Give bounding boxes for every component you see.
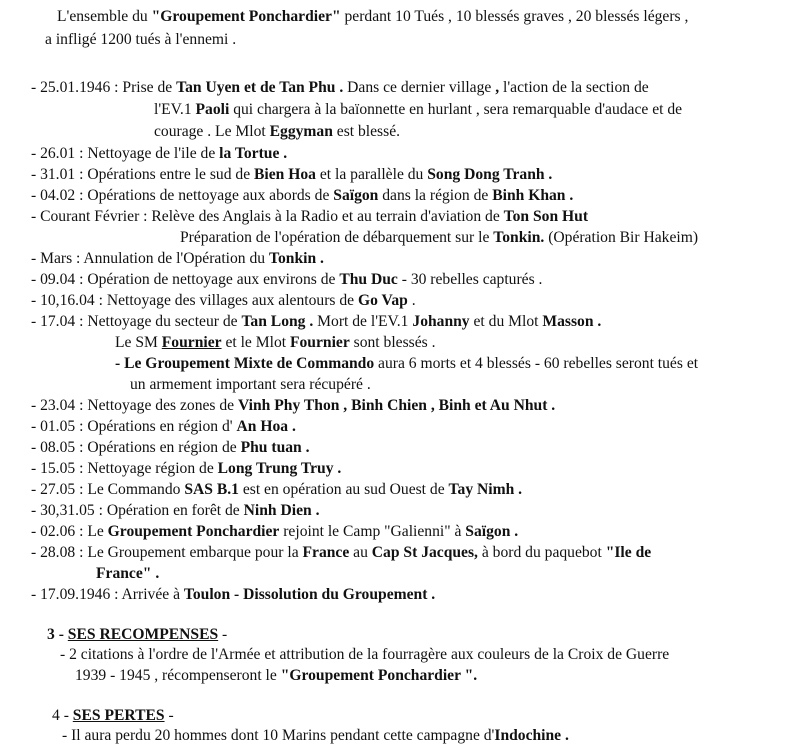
- unit-name: - Le Groupement Mixte de Commando: [115, 355, 375, 372]
- place-name: Tonkin .: [269, 250, 324, 267]
- chrono-entry-10-16-04: [31, 291, 416, 311]
- place-name: la Tortue .: [219, 145, 288, 162]
- chrono-entry-02-06: [31, 522, 518, 542]
- entry-text: Dans ce dernier village: [343, 79, 496, 96]
- entry-text: Le Groupement embarque pour la: [87, 544, 303, 561]
- entry-text: Opérations entre le sud de: [87, 166, 255, 183]
- entry-text: l'action de la section de: [499, 79, 649, 96]
- section-title: SES RECOMPENSES: [67, 626, 219, 643]
- entry-text: aura 6 morts et 4 blessés - 60 rebelles seront tués et: [374, 355, 699, 372]
- person-name: Paoli: [195, 101, 230, 118]
- entry-text: et le Mlot: [221, 334, 290, 351]
- entry-text: à bord du paquebot: [477, 544, 606, 561]
- place-name: Saïgon: [333, 187, 379, 204]
- chrono-entry-25-01-1946: [31, 78, 649, 98]
- entry-text: (Opération Bir Hakeim): [544, 229, 699, 246]
- entry-text: ,: [495, 79, 500, 96]
- place-name: Phu tuan .: [240, 439, 310, 456]
- chrono-entry-continuation: [115, 333, 436, 353]
- place-name: Indochine .: [494, 727, 569, 744]
- place-name: Thu Duc: [339, 271, 398, 288]
- chrono-entry-continuation: [154, 122, 400, 142]
- entry-text: Relève des Anglais à la Radio et au terrain d'aviation de: [151, 208, 504, 225]
- chrono-entry-23-04: [31, 396, 555, 416]
- place-name: Toulon - Dissolution du Groupement .: [183, 586, 436, 603]
- entry-date: - 01.05 :: [31, 418, 88, 435]
- entry-text: Nettoyage des zones de: [87, 397, 238, 414]
- chrono-entry-continuation: [180, 228, 698, 248]
- entry-text: Le SM: [115, 334, 162, 351]
- entry-date: - 04.02 :: [31, 187, 88, 204]
- chrono-entry-01-05: [31, 417, 296, 437]
- entry-text: Opération de nettoyage aux environs de: [87, 271, 340, 288]
- place-name: Tan Uyen et de Tan Phu .: [176, 79, 344, 96]
- chrono-entry-17-09-1946: [31, 585, 435, 605]
- chrono-entry-31-01: [31, 165, 552, 185]
- entry-text: l'EV.1: [154, 101, 196, 118]
- entry-text: .: [407, 292, 416, 309]
- entry-text: Préparation de l'opération de débarquement sur le: [180, 229, 494, 246]
- section-number: 4 -: [52, 707, 73, 724]
- place-name: Ninh Dien .: [243, 502, 320, 519]
- entry-text: un armement important sera récupéré .: [130, 376, 371, 393]
- intro-text: a infligé 1200 tués à l'ennemi .: [45, 31, 237, 48]
- entry-text: Le: [87, 523, 108, 540]
- entry-date: - 08.05 :: [31, 439, 88, 456]
- chrono-entry-08-05: [31, 438, 310, 458]
- section-title: SES PERTES: [72, 707, 165, 724]
- chrono-entry-continuation: [96, 564, 159, 584]
- place-name: Long Trung Truy .: [217, 460, 342, 477]
- chrono-entry-mars: [31, 249, 324, 269]
- place-name: Go Vap: [357, 292, 408, 309]
- chrono-entry-courant-fevrier: [31, 207, 588, 227]
- place-name: Bien Hoa: [254, 166, 316, 183]
- place-name: Vinh Phy Thon , Binh Chien , Binh et Au Nhut .: [238, 397, 556, 414]
- entry-date: - 30,31.05 :: [31, 502, 107, 519]
- pertes-line-1: [62, 726, 569, 746]
- entry-date: - 09.04 :: [31, 271, 88, 288]
- chrono-entry-continuation: [130, 375, 371, 395]
- section-heading-pertes: [52, 706, 174, 726]
- entry-date: - 27.05 :: [31, 481, 88, 498]
- entry-date: - 25.01.1946 :: [31, 79, 123, 96]
- entry-date: - 28.08 :: [31, 544, 88, 561]
- entry-text: et la parallèle du: [315, 166, 428, 183]
- entry-date: - 02.06 :: [31, 523, 88, 540]
- entry-text: et du Mlot: [469, 313, 543, 330]
- entry-text: Prise de: [122, 79, 177, 96]
- entry-text: Annulation de l'Opération du: [83, 250, 269, 267]
- place-name: Song Dong Tranh .: [427, 166, 553, 183]
- entry-text: qui chargera à la baïonnette en hurlant , sera remarquable d'audace et de: [229, 101, 683, 118]
- groupement-name: "Groupement Ponchardier": [151, 8, 341, 25]
- chrono-entry-09-04: [31, 270, 542, 290]
- entry-text: rejoint le Camp "Galienni" à: [279, 523, 466, 540]
- chrono-entry-30-31-05: [31, 501, 319, 521]
- person-name: Eggyman: [269, 123, 333, 140]
- section-number: 3 -: [47, 626, 68, 643]
- groupement-name: "Groupement Ponchardier ".: [280, 667, 478, 684]
- entry-text: Opérations en région de: [87, 439, 241, 456]
- entry-text: au: [349, 544, 372, 561]
- entry-date: - 17.04 :: [31, 313, 88, 330]
- entry-date: - 10,16.04 :: [31, 292, 107, 309]
- place-name: Tonkin.: [493, 229, 545, 246]
- intro-line-1: [57, 7, 688, 27]
- person-name: Johanny: [412, 313, 470, 330]
- entry-date: - 15.05 :: [31, 460, 88, 477]
- entry-date: - 23.04 :: [31, 397, 88, 414]
- place-name: An Hoa .: [236, 418, 296, 435]
- entry-text: Nettoyage de l'ile de: [87, 145, 220, 162]
- place-name: Cap St Jacques,: [371, 544, 478, 561]
- place-name: Tan Long .: [241, 313, 314, 330]
- entry-text: Opérations en région d': [87, 418, 237, 435]
- chrono-entry-17-04: [31, 312, 601, 332]
- place-name: Tay Nimh .: [448, 481, 523, 498]
- place-name: France: [302, 544, 350, 561]
- entry-date: - Courant Février :: [31, 208, 152, 225]
- ship-name: "Ile de: [605, 544, 652, 561]
- chrono-entry-27-05: [31, 480, 522, 500]
- entry-text: Arrivée à: [121, 586, 184, 603]
- section-heading-recompenses: [47, 625, 227, 645]
- entry-text: Nettoyage des villages aux alentours de: [106, 292, 358, 309]
- person-name: Masson .: [542, 313, 602, 330]
- entry-text: dans la région de: [378, 187, 493, 204]
- place-name: Ton Son Hut: [503, 208, 589, 225]
- entry-date: - 26.01 :: [31, 145, 88, 162]
- chrono-entry-04-02: [31, 186, 573, 206]
- recompenses-line-2: [75, 666, 477, 686]
- unit-name: SAS B.1: [184, 481, 239, 498]
- entry-text: est blessé.: [332, 123, 401, 140]
- entry-text: Nettoyage région de: [87, 460, 218, 477]
- section-text: - Il aura perdu 20 hommes dont 10 Marins pendant cette campagne d': [62, 727, 495, 744]
- entry-text: - 30 rebelles capturés .: [397, 271, 543, 288]
- chrono-entry-15-05: [31, 459, 341, 479]
- entry-date: - 17.09.1946 :: [31, 586, 122, 603]
- entry-text: courage . Le Mlot: [154, 123, 270, 140]
- unit-name: Groupement Ponchardier: [107, 523, 280, 540]
- entry-text: Opérations de nettoyage aux abords de: [87, 187, 334, 204]
- entry-text: Mort de l'EV.1: [313, 313, 413, 330]
- chrono-entry-continuation: [154, 100, 682, 120]
- person-name: Fournier: [161, 334, 222, 351]
- place-name: Binh Khan .: [492, 187, 574, 204]
- place-name: Saïgon .: [465, 523, 519, 540]
- chrono-entry-continuation: [115, 354, 698, 374]
- intro-text: perdant 10 Tués , 10 blessés graves , 20 blessés légers ,: [340, 8, 689, 25]
- person-name: Fournier: [289, 334, 350, 351]
- entry-text: est en opération au sud Ouest de: [238, 481, 449, 498]
- entry-text: Nettoyage du secteur de: [87, 313, 242, 330]
- entry-text: sont blessés .: [349, 334, 436, 351]
- recompenses-line-1: [60, 645, 669, 665]
- section-dash: -: [164, 707, 174, 724]
- intro-line-2: [45, 30, 236, 50]
- section-text: 1939 - 1945 , récompenseront le: [75, 667, 281, 684]
- entry-text: Opération en forêt de: [106, 502, 244, 519]
- section-text: - 2 citations à l'ordre de l'Armée et attribution de la fourragère aux couleurs de la Croix de Guerre: [60, 646, 670, 663]
- chrono-entry-26-01: [31, 144, 287, 164]
- entry-date: - 31.01 :: [31, 166, 88, 183]
- ship-name: France" .: [96, 565, 160, 582]
- section-dash: -: [218, 626, 228, 643]
- intro-text: L'ensemble du: [57, 8, 152, 25]
- entry-date: - Mars :: [31, 250, 84, 267]
- chrono-entry-28-08: [31, 543, 651, 563]
- entry-text: Le Commando: [87, 481, 185, 498]
